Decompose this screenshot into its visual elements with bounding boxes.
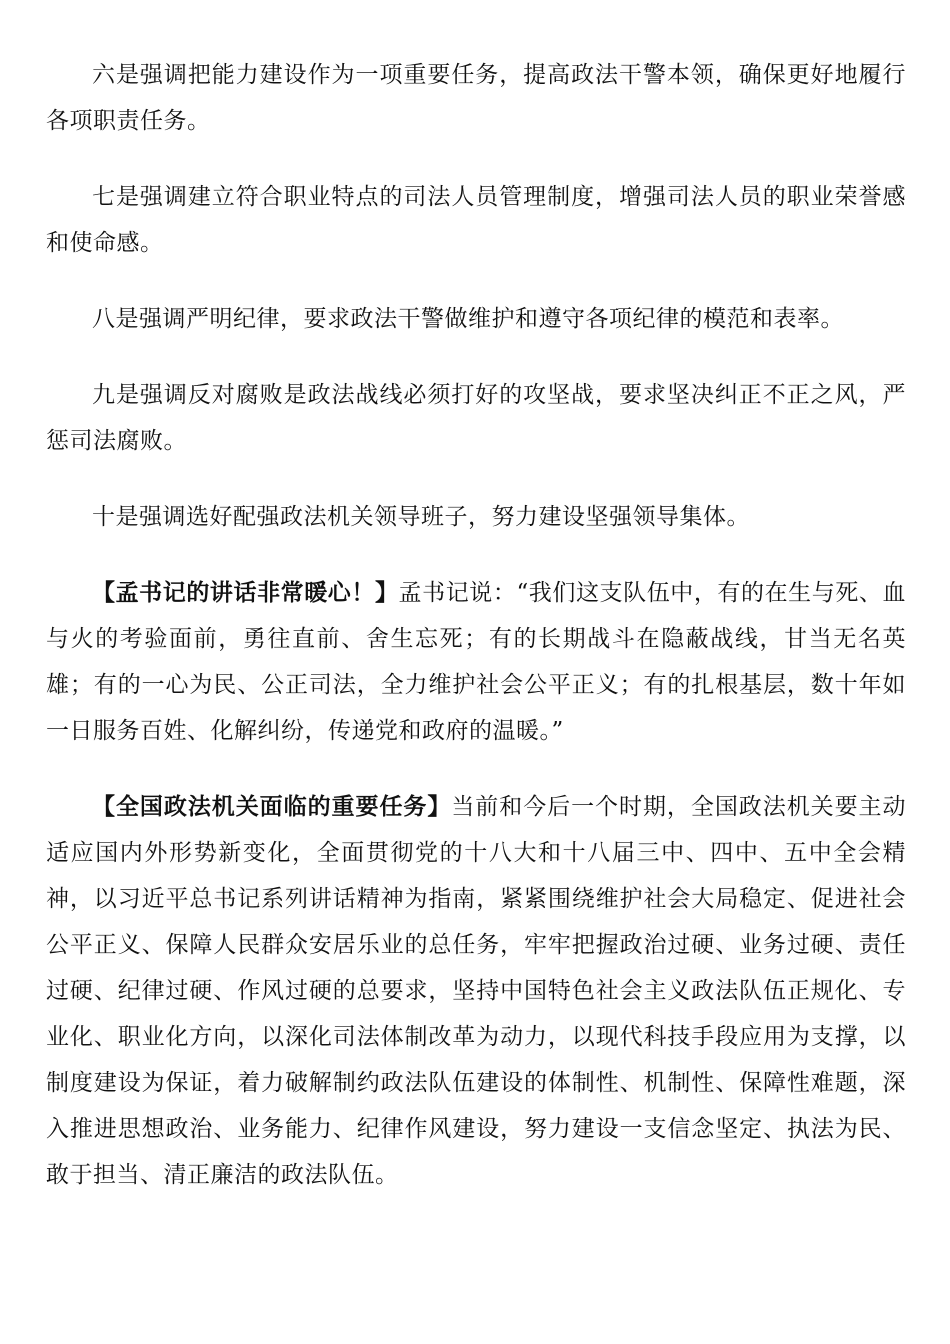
paragraph-heading: 【全国政法机关面临的重要任务】 [92,793,452,820]
paragraph-secretary-meng-speech [46,570,906,754]
paragraph-text: 十是强调选好配强政法机关领导班子，努力建设坚强领导集体。 [92,504,750,530]
paragraph-text: 八是强调严明纪律，要求政法干警做维护和遵守各项纪律的模范和表率。 [92,306,844,332]
paragraph-important-tasks [46,784,906,1198]
paragraph-point-eight [46,296,906,342]
paragraph-text: 孟书记说：“我们这支队伍中，有的在生与死、血与火的考验面前，勇往直前、舍生忘死；有的长期战斗在隐蔽战线，甘当无名英雄；有的一心为民、公正司法，全力维护社会公平正义；有的扎根基层，数十年如一日服务百姓、化解纠纷，传递党和政府的温暖。” [46,580,906,744]
paragraph-point-seven [46,174,906,266]
paragraph-point-nine [46,372,906,464]
document-page [46,52,906,1228]
paragraph-text: 当前和今后一个时期，全国政法机关要主动适应国内外形势新变化，全面贯彻党的十八大和十八届三中、四中、五中全会精神，以习近平总书记系列讲话精神为指南，紧紧围绕维护社会大局稳定、促进社会公平正义、保障人民群众安居乐业的总任务，牢牢把握政治过硬、业务过硬、责任过硬、纪律过硬、作风过硬的总要求，坚持中国特色社会主义政法队伍正规化、专业化、职业化方向，以深化司法体制改革为动力，以现代科技手段应用为支撑，以制度建设为保证，着力破解制约政法队伍建设的体制性、机制性、保障性难题，深入推进思想政治、业务能力、纪律作风建设，努力建设一支信念坚定、执法为民、敢于担当、清正廉洁的政法队伍。 [46,794,907,1188]
paragraph-text: 七是强调建立符合职业特点的司法人员管理制度，增强司法人员的职业荣誉感和使命感。 [46,184,906,256]
paragraph-point-six [46,52,906,144]
paragraph-text: 九是强调反对腐败是政法战线必须打好的攻坚战，要求坚决纠正不正之风，严惩司法腐败。 [46,382,906,454]
paragraph-heading: 【孟书记的讲话非常暖心！】 [92,579,399,606]
paragraph-text: 六是强调把能力建设作为一项重要任务，提高政法干警本领，确保更好地履行各项职责任务。 [46,62,906,134]
paragraph-point-ten [46,494,906,540]
